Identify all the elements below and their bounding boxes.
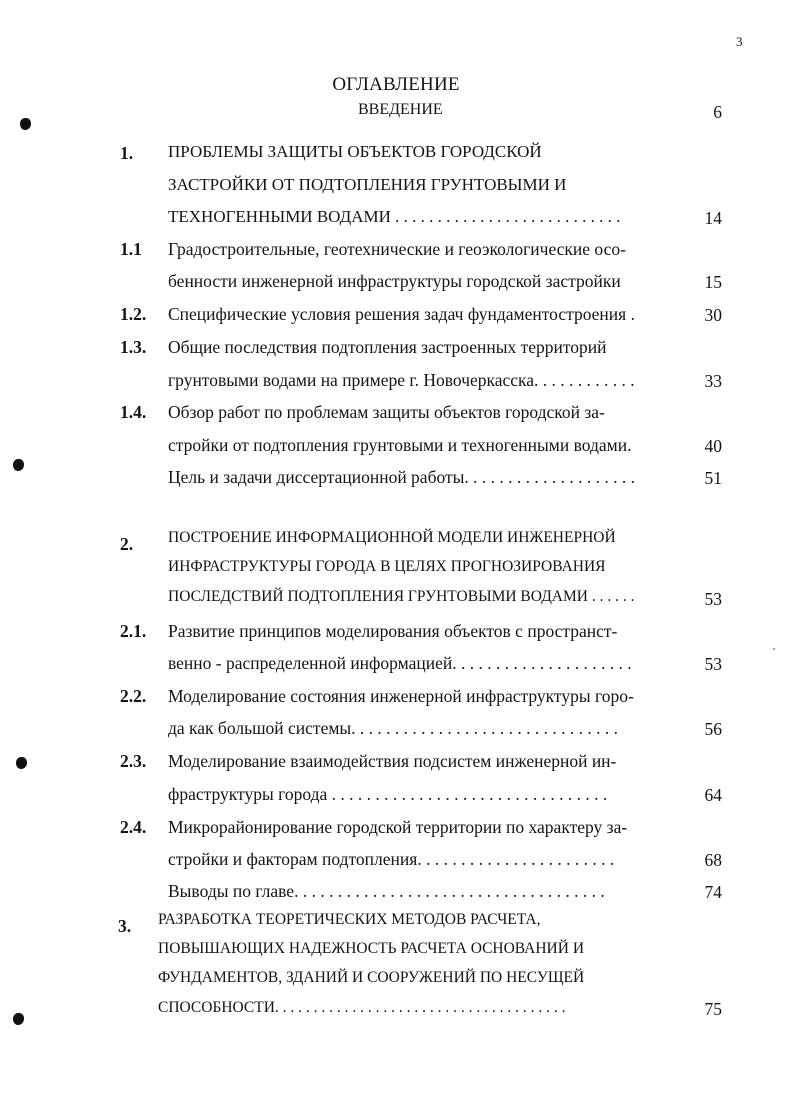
toc-entry-line: Цель и задачи диссертационной работы. . . . . . . . . . . . . . . . . . . .	[168, 467, 636, 487]
toc-entry-page: 33	[704, 371, 722, 391]
toc-entry-num: 2.	[120, 534, 134, 554]
toc-entry-page: 68	[704, 850, 722, 870]
toc-entry-line: бенности инженерной инфраструктуры городской застройки	[168, 271, 621, 291]
toc-entry-page: 56	[704, 719, 722, 739]
toc-entry-num: 2.3.	[120, 751, 147, 771]
toc-entry-line: РАЗРАБОТКА ТЕОРЕТИЧЕСКИХ МЕТОДОВ РАСЧЕТА,	[158, 911, 541, 928]
toc-entry-page: 51	[704, 468, 722, 488]
toc-entry-line: Развитие принципов моделирования объектов с пространст-	[168, 621, 618, 641]
toc-entry-line: ПОСТРОЕНИЕ ИНФОРМАЦИОННОЙ МОДЕЛИ ИНЖЕНЕРНОЙ	[168, 529, 616, 546]
toc-entry-num: 2.2.	[120, 686, 147, 706]
toc-entry-num: 1.3.	[120, 337, 147, 357]
toc-entry-page: 74	[704, 882, 722, 902]
toc-entry-page: 15	[704, 272, 722, 292]
toc-entry-line: венно - распределенной информацией. . . . . . . . . . . . . . . . . . . . .	[168, 653, 632, 673]
toc-entry-page: 14	[704, 208, 722, 228]
toc-entry-num: 3.	[118, 916, 132, 936]
toc-entry-line: Обзор работ по проблемам защиты объектов городской за-	[168, 402, 605, 422]
toc-entry-page: 75	[704, 999, 722, 1019]
binder-hole-2	[13, 459, 24, 471]
toc-entry-line: ПОВЫШАЮЩИХ НАДЕЖНОСТЬ РАСЧЕТА ОСНОВАНИЙ И	[158, 940, 585, 957]
toc-entry-page: 64	[704, 785, 722, 805]
toc-entry-num: 1.4.	[120, 402, 147, 422]
toc-entry-line: ИНФРАСТРУКТУРЫ ГОРОДА В ЦЕЛЯХ ПРОГНОЗИРОВАНИЯ	[168, 558, 606, 575]
toc-entry-line: ФУНДАМЕНТОВ, ЗДАНИЙ И СООРУЖЕНИЙ ПО НЕСУЩЕЙ	[158, 969, 585, 986]
toc-entry-line: Выводы по главе. . . . . . . . . . . . . . . . . . . . . . . . . . . . . . . . . . . .	[168, 881, 605, 901]
binder-hole-4	[13, 1013, 24, 1025]
toc-entry-line: грунтовыми водами на примере г. Новочеркасска. . . . . . . . . . . .	[168, 370, 635, 390]
toc-intro-label: ВВЕДЕНИЕ	[358, 101, 443, 118]
toc-entry-line: Моделирование состояния инженерной инфраструктуры горо-	[168, 686, 634, 706]
toc-entry-page: 40	[704, 436, 722, 456]
toc-entry-line: СПОСОБНОСТИ. . . . . . . . . . . . . . . . . . . . . . . . . . . . . . . . . . . . . .	[158, 999, 566, 1016]
binder-hole-1	[20, 118, 31, 130]
toc-entry-num: 2.1.	[120, 621, 147, 641]
toc-entry-line: Специфические условия решения задач фундаментостроения .	[168, 304, 635, 324]
toc-entry-line: стройки и факторам подтопления. . . . . . . . . . . . . . . . . . . . . . .	[168, 849, 615, 869]
scan-speck	[773, 648, 775, 650]
toc-entry-line: Микрорайонирование городской территории по характеру за-	[168, 817, 628, 837]
toc-entry-line: да как большой системы. . . . . . . . . . . . . . . . . . . . . . . . . . . . . . .	[168, 718, 619, 738]
binder-hole-3	[16, 757, 27, 769]
toc-entry-num: 2.4.	[120, 817, 147, 837]
toc-entry-num: 1.	[120, 143, 134, 163]
toc-entry-line: Общие последствия подтопления застроенных территорий	[168, 337, 607, 357]
toc-entry-line: ЗАСТРОЙКИ ОТ ПОДТОПЛЕНИЯ ГРУНТОВЫМИ И	[168, 175, 567, 194]
toc-entry-line: фраструктуры города . . . . . . . . . . . . . . . . . . . . . . . . . . . . . . . .	[168, 784, 608, 804]
toc-intro-page: 6	[713, 102, 722, 122]
toc-entry-line: ТЕХНОГЕННЫМИ ВОДАМИ . . . . . . . . . . . . . . . . . . . . . . . . . . .	[168, 207, 621, 226]
toc-entry-line: Градостроительные, геотехнические и геоэкологические осо-	[168, 239, 626, 259]
toc-title: ОГЛАВЛЕНИЕ	[332, 74, 460, 95]
toc-entry-line: ПОСЛЕДСТВИЙ ПОДТОПЛЕНИЯ ГРУНТОВЫМИ ВОДАМИ . . . . . .	[168, 588, 635, 605]
toc-entry-line: ПРОБЛЕМЫ ЗАЩИТЫ ОБЪЕКТОВ ГОРОДСКОЙ	[168, 142, 542, 161]
toc-entry-num: 1.2.	[120, 304, 147, 324]
toc-entry-line: Моделирование взаимодействия подсистем инженерной ин-	[168, 751, 617, 771]
toc-entry-num: 1.1	[120, 239, 142, 259]
toc-entry-page: 53	[704, 654, 722, 674]
toc-entry-line: стройки от подтопления грунтовыми и техногенными водами.	[168, 435, 632, 455]
toc-entry-page: 30	[704, 305, 722, 325]
toc-entry-page: 53	[704, 589, 722, 609]
page-number: 3	[736, 34, 743, 49]
